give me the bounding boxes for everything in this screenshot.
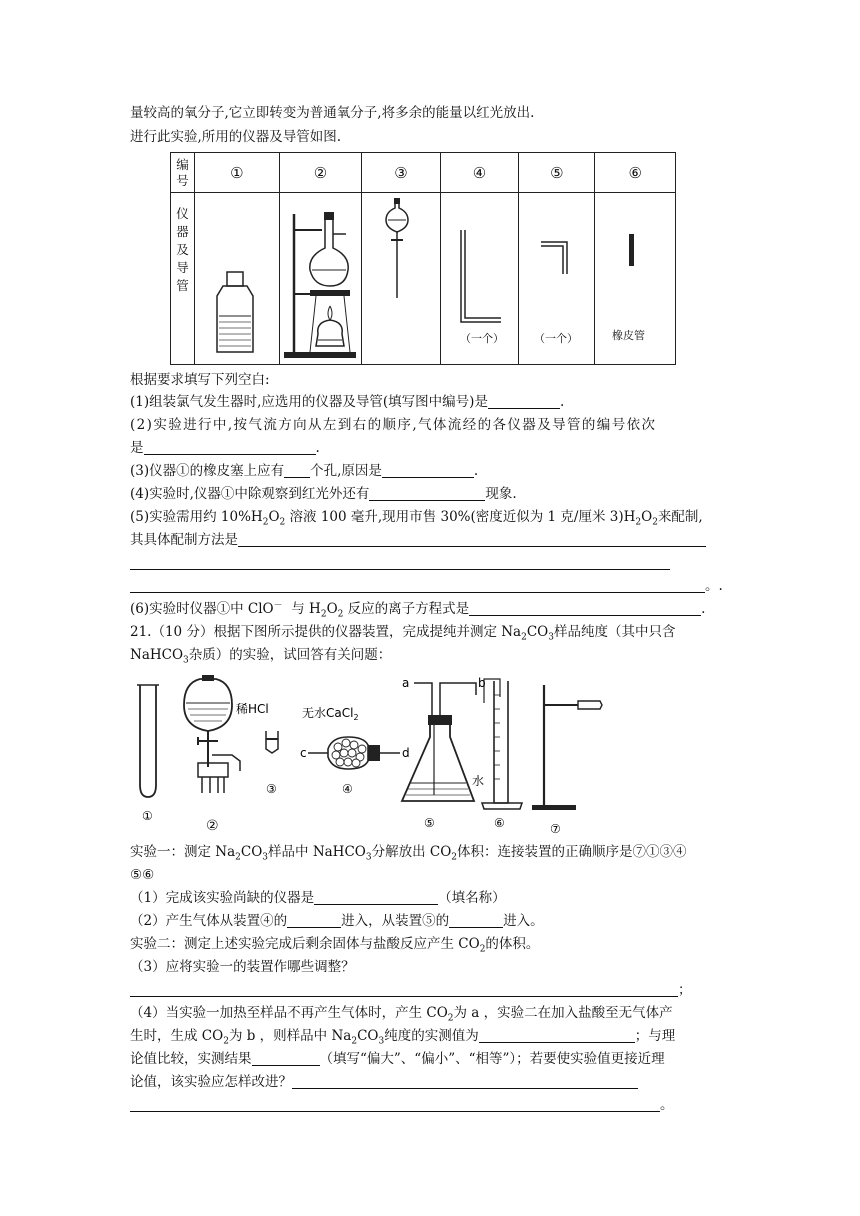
instrument-number: ⑤ (519, 153, 595, 193)
answer-blank[interactable] (144, 440, 316, 455)
label-port-c: c (300, 746, 307, 760)
answer-blank[interactable] (314, 890, 438, 905)
question-2: (2)实验进行中,按气流方向从左到右的顺序,气体流经的各仪器及导管的编号依次 (130, 417, 657, 433)
apparatus-number: ⑦ (550, 822, 561, 836)
graduated-cylinder (482, 679, 522, 809)
question-21-intro: 21.（10 分）根据下图所示提供的仪器装置，完成提纯并测定 $Na_2CO_3$样品纯度（其中只含 (130, 624, 676, 643)
instrument-number: ④ (440, 153, 518, 193)
answer-line: 。. (130, 577, 723, 595)
question-21-intro-continued: NaHCO$_3$杂质）的实验，试回答有关问题： (130, 647, 392, 666)
rubber-tube-caption: 橡皮管 (612, 329, 645, 342)
question-21-4-continued: 生时，生成 $CO_2$为 b ，则样品中 $Na_2CO_3$纯度的实测值为 ；与理 (130, 1028, 676, 1047)
question-21-1: （1）完成该实验尚缺的仪器是 （填名称） (130, 890, 506, 906)
apparatus-number: ④ (342, 782, 353, 796)
answer-blank[interactable] (252, 1051, 320, 1066)
answer-blank[interactable] (488, 394, 560, 409)
question-1: (1)组装氯气发生器时,应选用的仪器及导管(填写图中编号)是 . (130, 394, 565, 410)
experiment-1-continued: ⑤⑥ (130, 867, 155, 883)
table-header-label: 编号 (171, 153, 195, 193)
separatory-funnel-illustration (362, 193, 440, 365)
question-5-continued: 其具体配制方法是 (130, 531, 706, 549)
question-6: (6)实验时仪器①中 ClO－ 与 $H_2O_2$ 反应的离子方程式是 . (130, 600, 706, 620)
label-dilute-hcl: 稀HCl (236, 702, 269, 716)
funnel-apparatus (184, 675, 240, 793)
apparatus-number: ③ (266, 782, 277, 796)
drying-tube (308, 737, 400, 769)
answer-blank[interactable] (130, 578, 705, 593)
apparatus-number: ⑤ (424, 816, 435, 830)
question-21-4-continued: 论值比较，实测结果 （填写“偏大”、“偏小”、“相等”）；若要使实验值更接近理 (130, 1051, 665, 1067)
table-row-label: 仪器及导管 (171, 193, 195, 365)
answer-line: ； (130, 981, 692, 999)
label-water: 水 (472, 774, 485, 788)
label-calcium-chloride: 无水CaCl$_2$ (302, 706, 359, 722)
answer-blank[interactable] (287, 913, 341, 928)
question-4: (4)实验时,仪器①中除观察到红光外还有 现象. (130, 486, 517, 502)
question-intro: 根据要求填写下列空白: (130, 372, 270, 388)
answer-blank[interactable] (369, 486, 485, 501)
answer-blank[interactable] (238, 532, 706, 547)
answer-blank[interactable] (284, 463, 310, 478)
answer-blank[interactable] (382, 463, 474, 478)
instrument-number: ③ (362, 153, 440, 193)
conical-flask (402, 683, 476, 801)
answer-blank[interactable] (479, 1028, 635, 1043)
answer-blank[interactable] (469, 601, 701, 616)
label-port-b: b (478, 676, 486, 690)
tube-caption: （一个） (534, 332, 578, 345)
test-tube (137, 685, 159, 797)
answer-blank[interactable] (449, 913, 503, 928)
question-5: (5)实验需用约 $10\%H_2O_2$ 溶液 100 毫升,现用市售 30%(密度近似为 1 克/厘米 $3)H_2O_2$来配制, (130, 509, 703, 528)
answer-blank[interactable] (130, 982, 678, 997)
text-line: 量较高的氧分子,它立即转变为普通氧分子,将多余的能量以红光放出. (130, 105, 535, 121)
instrument-table (170, 152, 676, 365)
experiment-1: 实验一：测定 $Na_2CO_3$样品中 NaHCO$_3$分解放出 $CO_2$体积：连接装置的正确顺序是⑦①③④ (130, 844, 687, 863)
apparatus-figure (132, 675, 742, 840)
small-tube (266, 731, 278, 753)
apparatus-number: ② (206, 818, 219, 834)
question-21-4: （4）当实验一加热至样品不再产生气体时，产生 $CO_2$为 a ，实验二在加入盐酸至无气体产 (130, 1005, 673, 1024)
reagent-bottle-illustration (195, 193, 280, 365)
text-line: 进行此实验,所用的仪器及导管如图. (130, 129, 342, 145)
question-21-3: （3）应将实验一的装置作哪些调整？ (130, 959, 355, 975)
question-3: (3)仪器①的橡皮塞上应有 个孔,原因是 . (130, 463, 479, 479)
tube-caption: （一个） (460, 332, 504, 345)
apparatus-number: ① (142, 809, 153, 823)
answer-line (130, 554, 670, 572)
answer-blank[interactable] (292, 1074, 638, 1089)
label-port-d: d (402, 746, 410, 760)
answer-line: 。 (130, 1096, 674, 1114)
experiment-2: 实验二：测定上述实验完成后剩余固体与盐酸反应产生 $CO_2$的体积。 (130, 936, 540, 955)
question-21-4-continued: 论值，该实验应怎样改进？ (130, 1073, 638, 1091)
answer-blank[interactable] (130, 1097, 660, 1112)
instrument-number: ② (279, 153, 362, 193)
question-21-2: （2）产生气体从装置④的 进入，从装置⑤的 进入。 (130, 913, 544, 929)
flask-stand-burner-illustration (279, 193, 362, 365)
apparatus-number: ⑥ (494, 816, 505, 830)
answer-blank[interactable] (130, 555, 670, 570)
label-port-a: a (402, 676, 410, 690)
instrument-number: ① (195, 153, 280, 193)
question-2-continued: 是 . (130, 440, 320, 456)
instrument-number: ⑥ (595, 153, 676, 193)
iron-stand (532, 685, 602, 810)
